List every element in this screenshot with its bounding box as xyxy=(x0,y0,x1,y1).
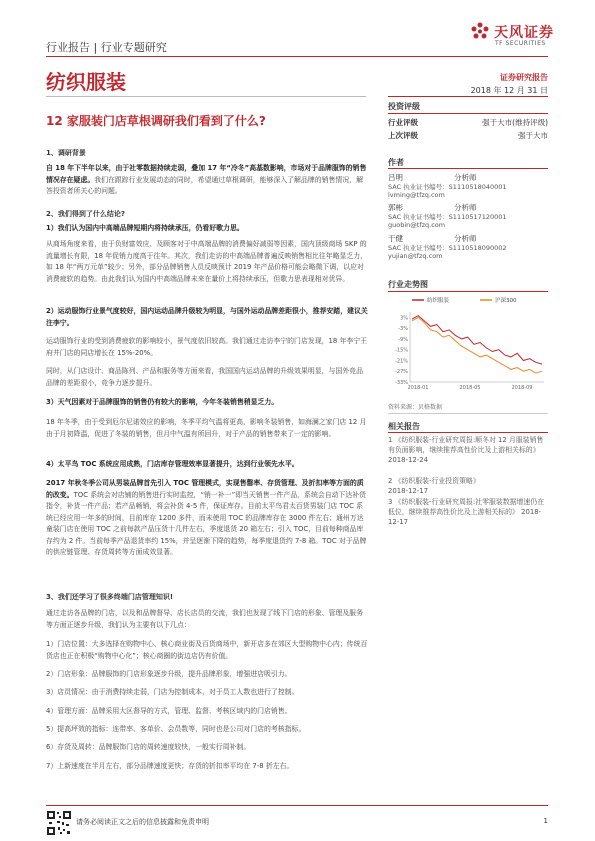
qr-code-icon xyxy=(46,810,72,836)
y-tick-label: 3% xyxy=(400,315,408,322)
paragraph: 从商场角度来看，由于负财富效应、及顾客对于中高端品牌的消费偏好减弱等因素，国内顶级商场 SKP 的流量增长有限，18 年促销力度高于往年。其次，我们走访的中高端品牌普遍反映销售相比往年略显乏力，如 18 年“两万元单”较少；另外，部分品牌销售人员反映预计 2019 年产品价格可能会略微下调，以应对消费疲软的趋势。由此我们认为国内中高端品牌未来在量价上将持续承压，但歌力思表现相对优异。 xyxy=(46,240,368,283)
subheading: 1）我们认为国内中高端品牌短期内将持续承压，仍看好歌力思。 xyxy=(46,224,244,232)
report-title: 12 家服装门店草根调研我们看到了什么? xyxy=(46,114,266,128)
y-tick-label: -3% xyxy=(398,326,408,333)
x-tick-label: 2018-09 xyxy=(511,385,533,391)
author-role: 分析师 xyxy=(454,173,477,182)
doc-type: 行业报告 | 行业专题研究 xyxy=(46,41,167,54)
author-role: 分析师 xyxy=(454,234,477,243)
list-item: 3）店员情况：由于消费持续走弱，门店为控制成本，对于员工人数也进行了控制。 xyxy=(46,688,299,696)
author-role: 分析师 xyxy=(454,203,477,212)
chart-title: 行业走势图 xyxy=(388,280,428,289)
author-name: 郭彬 xyxy=(388,203,403,212)
paragraph: 运动服饰行业的受到消费疲软的影响较小，景气度依旧较高。我们通过走访李宁的门店发现，18 年李宁王府井门店的同店增长在 15%-20%。 xyxy=(46,337,368,357)
rating-row xyxy=(388,117,548,128)
prev-rating-label: 上次评级 xyxy=(388,131,418,140)
report-date: 2018 年 12 月 31 日 xyxy=(470,86,548,95)
x-tick-label: 2018-05 xyxy=(459,385,481,391)
brand-name-cn: 天风证券 xyxy=(494,25,554,41)
related-report-text: 1 《纺织服装-行业研究周报:顺冬对 12 月服装销售有负面影响，继续推荐高性价比及上游相关标的》 xyxy=(388,436,544,454)
series-line xyxy=(412,316,542,365)
author-cert: SAC 执业证书编号：S1110518090002 xyxy=(388,244,507,252)
paragraph xyxy=(46,478,368,559)
brand-name-en: TF SECURITIES xyxy=(495,40,546,47)
author-name: 吕明 xyxy=(388,173,403,182)
author-email[interactable]: guobin@tfzq.com xyxy=(388,221,446,229)
subheading: 4）太平鸟 TOC 系统应用成熟，门店库存管理效率显著提升，达到行业领先水平。 xyxy=(46,460,299,468)
legend-label: 沪深300 xyxy=(495,298,517,304)
report-type: 证券研究报告 xyxy=(500,73,548,82)
paragraph: 通过走访各品牌的门店，以及和品牌督导、店长店员的交流，我们也发现了线下门店的形象、管理及服务等方面正逐步升级，我们认为主要有以下几点： xyxy=(46,609,363,629)
rating-value: 强于大市(维持评级) xyxy=(482,118,548,127)
industry-trend-chart xyxy=(388,294,548,394)
list-item: 6）存货及周转：品牌服饰门店的周转速度较快，一般实行周补制。 xyxy=(46,743,251,751)
author-cert: SAC 执业证书编号：S1110517120001 xyxy=(388,213,507,221)
paragraph-rest: 我们在跟踪行业发展动态的同时，希望通过草根调研，能够深入了解品牌的销售情况，解答投资者所关心的问题。 xyxy=(46,175,363,195)
author-email[interactable]: lvming@tfzq.com xyxy=(388,191,445,199)
brand-logo xyxy=(470,19,560,49)
author-block xyxy=(388,202,548,232)
prev-rating-value: 强于大市 xyxy=(518,131,548,140)
chart-source: 资料来源：贝格数据 xyxy=(388,404,443,411)
author-cert: SAC 执业证书编号：S1110518040001 xyxy=(388,183,507,191)
paragraph-rest: TOC 系统会对店铺的销售进行实时监控，“销一补一”即当天销售一件产品，系统会自动下达补货指令，补货一件产品；若产品畅销，将会补货 4-5 件，保证库存。目前太平鸟君太百货男装门店 TOC 系统已经应用一年多的时间，目前库存 1200 多件，而未使用 TOC 的品牌库存在 3000 件左右；通州万达童装门店在使用 TOC 之前每款产品压货十几件左右，季度退货 20 箱左右；引入 TOC，目前每种商品库存约为 2 件。当前每季产品退货率约 15%，并呈逐渐下降的趋势，每季度退货约 7-8 箱。TOC 对于品牌的供应链管理、存货周转等方面成效显著。 xyxy=(46,490,367,556)
y-tick-label: -15% xyxy=(395,347,408,354)
footer-disclaimer: 请务必阅读正文之后的信息披露和免责申明 xyxy=(76,818,209,826)
chart-rule xyxy=(388,291,548,292)
related-report[interactable] xyxy=(388,476,548,496)
list-item: 4）管理方面：品牌采用大区督导的方式，管理、监督、考核区域内的门店销售。 xyxy=(46,707,292,715)
x-tick-label: 2018-01 xyxy=(407,385,429,391)
related-report-date: 2018-12-24 xyxy=(388,456,429,464)
related-report[interactable] xyxy=(388,435,548,465)
prev-rating-row xyxy=(388,130,548,141)
author-email[interactable]: yujian@tfzq.com xyxy=(388,252,443,260)
related-report-date: 2018-12-17 xyxy=(388,487,429,495)
list-item: 5）提高坪效的指标：连带率、客单价、会员数等，同时也是公司对门店的考核指标。 xyxy=(46,725,306,733)
chart-bottom-rule xyxy=(388,413,548,414)
rating-label: 行业评级 xyxy=(388,118,418,127)
subheading: 2）运动服饰行业景气度较好，国内运动品牌升级较为明显，与国外运动品牌差距很小，推荐安踏，建议关注李宁。 xyxy=(46,307,368,327)
y-tick-label: -27% xyxy=(395,369,408,376)
author-block xyxy=(388,233,548,263)
authors-rule xyxy=(388,168,548,169)
author-name: 于健 xyxy=(388,234,403,243)
list-item: 1）门店位置：大多选择在购物中心、核心商业街及百货商场中，新开店多在郊区大型购物中心内；传统百货店也正在积极“购物中心化”；核心商圈的街边店仍有价值。 xyxy=(46,640,368,660)
related-title: 相关报告 xyxy=(388,422,420,431)
footer-rule xyxy=(46,805,548,806)
y-tick-label: -21% xyxy=(395,358,408,365)
rating-title: 投资评级 xyxy=(388,102,420,111)
subheading: 3）天气因素对于品牌服饰的销售仍有较大的影响，今年冬装销售稍显乏力。 xyxy=(46,398,279,406)
author-block xyxy=(388,172,548,202)
paragraph-bold: 自 18 年下半年以来，由于社零数据持续走弱，叠加 17 年“冷冬”高基数影响，市场对于品牌服饰的销售情况存在疑虑。 xyxy=(46,164,367,184)
page-number: 1 xyxy=(543,817,548,825)
logo-mark-icon xyxy=(470,22,490,42)
industry-title: 纺织服装 xyxy=(46,70,126,94)
paragraph: 同时，从门店设计、商品陈列、产品和服务等方面来看，我国国内运动品牌的升级效果明显，与国外竞品品牌的差距很小，竞争力逐步提升。 xyxy=(46,367,363,387)
paragraph xyxy=(46,163,368,198)
related-rule xyxy=(388,432,548,433)
title-rule xyxy=(46,96,366,97)
y-tick-label: -9% xyxy=(398,336,408,343)
paragraph: 18 年冬季，由于受到厄尔尼诺效应的影响，冬季平均气温将更高，影响冬装销售，如海澜之家门店 12 月由于月初降温，促进了冬装的销售，但月中气温有所回升，对于产品的销售带来了一定的影响。 xyxy=(46,418,367,438)
section-heading: 3、我们还学习了很多终端门店管理知识! xyxy=(46,593,174,601)
rating-rule xyxy=(388,113,548,114)
header-rule xyxy=(46,56,548,57)
related-report[interactable] xyxy=(388,497,548,527)
legend-label: 纺织服装 xyxy=(427,298,450,304)
section-heading: 1、调研背景 xyxy=(46,149,86,157)
paragraph-bold: 2017 年秋冬季公司从男装品牌首先引入 TOC 管理模式，实现售罄率、存货管理、及折扣率等方面的质的改变。 xyxy=(46,479,364,499)
section-heading: 2、我们得到了什么结论? xyxy=(46,210,125,218)
related-report-text: 2 《纺织服装-行业投资策略》 xyxy=(388,477,480,485)
related-report-date: 2018-12-17 xyxy=(388,508,542,526)
y-tick-label: -33% xyxy=(395,380,408,386)
authors-title: 作者 xyxy=(388,158,404,167)
list-item: 2）门店形象：品牌服饰的门店形象逐步升级，提升品牌形象，增强进店吸引力。 xyxy=(46,670,292,678)
list-item: 7）上新速度在半月左右，部分品牌速度更快；存货的折扣率平均在 7-8 折左右。 xyxy=(46,762,294,770)
related-report-text: 3 《纺织服装-行业研究周报:社零服装数据增速仍在低位，继续推荐高性价比及上游相关标的》 xyxy=(388,498,545,516)
side-top-rule xyxy=(388,96,548,97)
